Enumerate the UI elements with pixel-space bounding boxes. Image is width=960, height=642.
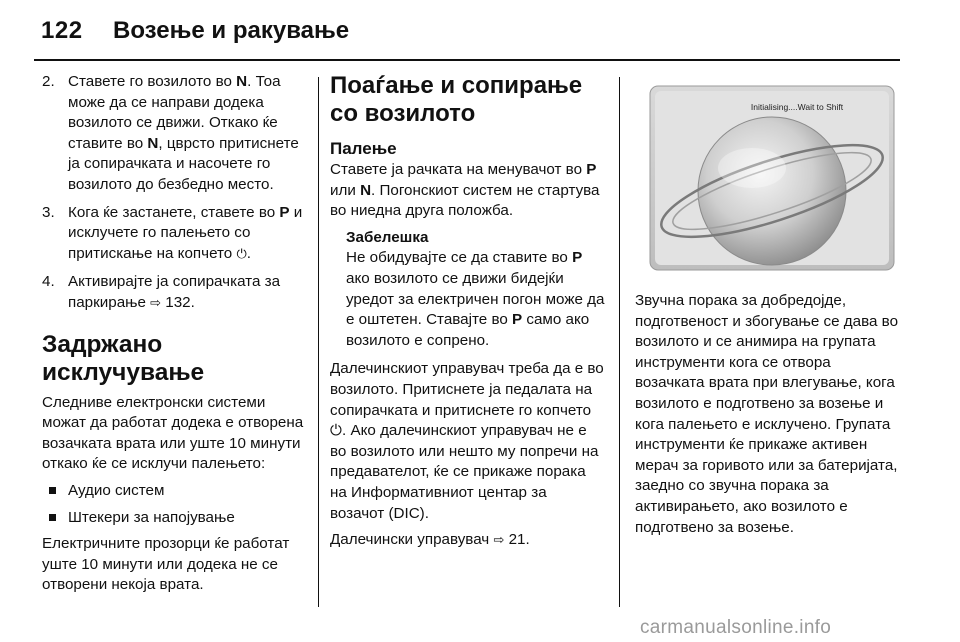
column-left	[42, 72, 304, 602]
gear-n: N	[360, 181, 372, 199]
step-list	[42, 72, 304, 315]
step-number: 4.	[42, 273, 55, 291]
instrument-cluster-figure	[647, 83, 897, 273]
header-rule	[34, 59, 900, 61]
page-reference-arrow-icon: ⇨	[493, 533, 505, 549]
note-title: Забелешка	[346, 228, 429, 246]
list-item: Штекери за напојување	[42, 508, 304, 529]
gear-p: P	[572, 249, 583, 267]
gear-p: P	[512, 311, 523, 329]
step-number: 2.	[42, 73, 55, 90]
watermark: carmanualsonline.info	[640, 617, 832, 638]
intro-paragraph: Следниве електронски системи можат да работат додека е отворена возачката врата или уште 10 минути откако ќе се исклучи палењето:	[42, 393, 304, 473]
power-button-icon: ⏻	[236, 246, 247, 262]
subsection-title-ignition: Палење	[330, 139, 397, 158]
system-list	[42, 481, 304, 528]
list-item: Аудио систем	[42, 481, 304, 502]
display-message: Initialising....Wait to Shift	[750, 102, 844, 112]
section-title-starting: Поаѓање и сопирање со возилото	[330, 72, 583, 127]
note-block	[346, 228, 605, 352]
gear-n: N	[236, 73, 248, 90]
outro-paragraph: Електричните прозорци ќе работат уште 10 минути или додека не се отворени некоја врата.	[42, 535, 290, 594]
column-divider-left	[318, 77, 319, 607]
welcome-sound-paragraph: Звучна порака за добредојде, подготвеност и збогување се дава во возилото и се анимира на групата инструменти кога се отвора возачката врата при влегување, кога возилото е подготвено за возење и кога палењето е исклучено. Групата инструменти ќе прикаже активен мерач за горивото или за батеријата, заедно со звучна порака за активирањето, ако возилото е подготвено за возење.	[635, 292, 899, 536]
remote-paragraph: Далечинскиот управувач треба да е во возилото. Притиснете ја педалата на сопирачката и притиснете го копчето ⏻. Ако далечинскиот управувач не е во возилото или нешто му попречи на предавателот, ќе се прикаже порака на Информативниот центар за возачот (DIC).	[330, 360, 604, 522]
step-item: 2. Ставете го возилото во N. Тоа може да се направи додека возилото се движи. Откако ќе ставите во N, цврсто притиснете ја сопирачката и насочете го возилото до безбедно место.	[42, 73, 299, 193]
page-heading: Возење и ракување	[113, 17, 350, 44]
page-header	[0, 0, 960, 64]
globe-illustration	[647, 83, 897, 273]
step-item: 4. Активирајте ја сопирачката за паркирање ⇨ 132.	[42, 273, 281, 311]
column-middle	[330, 72, 605, 558]
page-reference-arrow-icon: ⇨	[150, 295, 162, 311]
section-title-retained-power: Задржано исклучување	[42, 330, 205, 386]
column-divider-right	[619, 77, 620, 607]
gear-p: P	[279, 203, 290, 221]
note-text: Не обидувајте се да ставите во P ако возилото се движи бидејќи уредот за електричен погон може да е оштетен. Ставајте во P само ако возилото е сопрено.	[346, 249, 605, 349]
gear-n: N	[147, 134, 159, 152]
gear-p: P	[586, 161, 597, 178]
column-right	[635, 72, 903, 544]
step-item: 3. Кога ќе застанете, ставете во P и исклучете го палењето со притискање на копчето ⏻.	[42, 203, 303, 262]
page-number: 122	[41, 17, 83, 44]
remote-reference: Далечински управувач ⇨ 21.	[330, 531, 530, 549]
step-number: 3.	[42, 203, 55, 221]
ignition-paragraph: Ставете ја рачката на менувачот во P или N. Погонскиот систем не стартува во ниедна друга положба.	[330, 161, 600, 220]
